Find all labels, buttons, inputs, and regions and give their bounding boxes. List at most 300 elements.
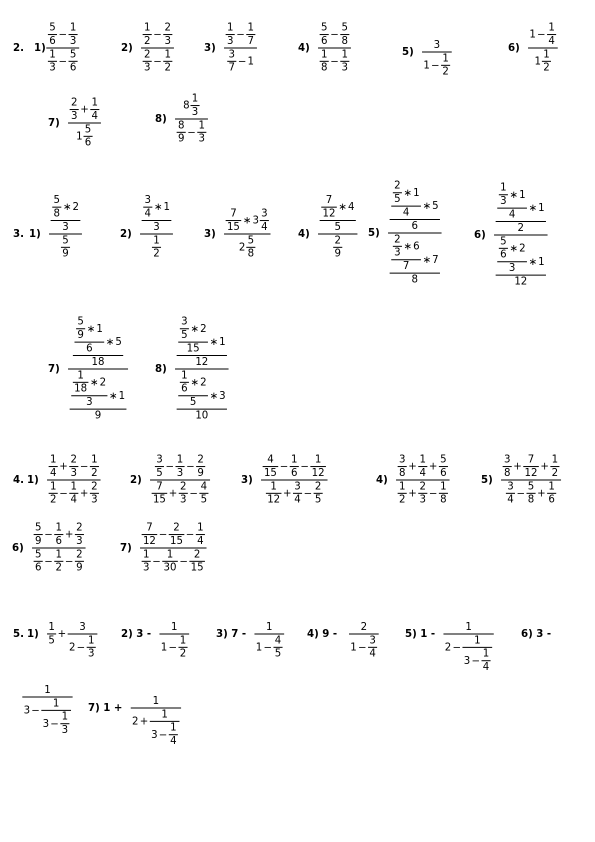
- math-term: 2: [70, 454, 78, 466]
- math-term: 2: [49, 494, 57, 506]
- math-term: 3: [226, 35, 234, 47]
- problem-label: 1): [34, 43, 46, 54]
- math-term: 1: [291, 454, 298, 466]
- math-term: 1: [440, 481, 447, 493]
- math-term: 18: [91, 356, 105, 368]
- math-term: 5: [189, 397, 197, 409]
- math-operator: −: [236, 29, 245, 41]
- math-operator: −: [59, 488, 68, 500]
- math-term: 3: [76, 535, 83, 547]
- math-term: 3: [143, 62, 151, 74]
- math-term: 1: [219, 337, 226, 349]
- math-operator: −: [516, 488, 526, 500]
- math-term: 1: [320, 49, 328, 61]
- problem-label: 1): [29, 229, 41, 240]
- math-term: 3: [62, 221, 69, 233]
- math-term: 3: [70, 467, 78, 479]
- math-operator: −: [187, 127, 196, 139]
- math-term: 7: [432, 254, 439, 266]
- math-operator: +: [80, 104, 89, 116]
- math-term: 1: [52, 698, 60, 710]
- math-term: 3: [463, 655, 471, 667]
- math-term: 9: [77, 330, 84, 342]
- math-operator: +: [64, 529, 74, 541]
- problem-label: 6): [508, 43, 520, 54]
- math-term: 5: [334, 221, 341, 233]
- math-operator: ∗: [209, 337, 218, 349]
- math-term: 6: [413, 241, 420, 253]
- problem-label: 2): [120, 229, 132, 240]
- math-term: 1: [538, 256, 545, 268]
- math-term: 5: [527, 481, 535, 493]
- math-term: 4: [170, 736, 177, 748]
- math-term: 2: [99, 377, 107, 389]
- math-operator: +: [59, 461, 68, 473]
- math-term: 2: [91, 467, 98, 479]
- math-operator: −: [303, 488, 313, 500]
- math-term: 15: [170, 535, 184, 547]
- math-term: 2: [76, 522, 83, 534]
- math-term: 2: [200, 323, 207, 335]
- math-operator: −: [537, 29, 546, 41]
- math-term: 8: [247, 248, 255, 260]
- math-term: 3: [369, 635, 376, 647]
- math-term: 2: [193, 549, 201, 561]
- math-term: 4: [369, 648, 376, 660]
- math-operator: −: [58, 29, 68, 41]
- math-term: 1: [69, 22, 77, 34]
- math-term: 2: [143, 35, 151, 47]
- problem-label: 7) 1 +: [88, 703, 123, 714]
- math-term: 5: [69, 49, 77, 61]
- math-term: 8: [177, 120, 185, 132]
- math-term: 6: [411, 220, 419, 232]
- math-term: 3: [142, 562, 150, 574]
- math-operator: −: [330, 56, 339, 68]
- math-term: 1: [70, 481, 78, 493]
- math-term: 2: [519, 243, 526, 255]
- math-term: 7: [156, 481, 163, 493]
- math-term: 4: [419, 467, 427, 479]
- math-term: 5: [48, 635, 55, 647]
- math-operator: −: [279, 461, 289, 473]
- math-term: 1: [49, 481, 57, 493]
- math-term: 8: [183, 100, 190, 112]
- math-term: 1: [197, 522, 204, 534]
- math-term: 1: [198, 120, 206, 132]
- math-operator: ∗: [105, 337, 115, 349]
- math-term: 4: [508, 209, 516, 221]
- math-operator: ∗: [242, 215, 252, 227]
- math-term: 1: [76, 131, 83, 143]
- math-term: 7: [527, 454, 535, 466]
- math-term: 7: [230, 208, 237, 220]
- math-term: 1: [153, 235, 160, 247]
- math-term: 3: [198, 133, 206, 145]
- math-term: 3: [191, 106, 199, 118]
- math-term: 1: [270, 481, 277, 493]
- math-term: 1: [179, 635, 187, 647]
- math-term: 2: [179, 648, 187, 660]
- math-term: 2: [197, 454, 204, 466]
- math-term: 5: [440, 454, 447, 466]
- math-term: 4: [507, 494, 514, 506]
- math-term: 2: [132, 716, 139, 728]
- math-term: 5: [84, 124, 92, 136]
- math-term: 1: [161, 709, 168, 721]
- math-term: 4: [548, 35, 555, 47]
- math-term: 4: [49, 467, 57, 479]
- math-term: 3: [228, 49, 236, 61]
- math-term: 2: [551, 467, 559, 479]
- math-term: 5: [53, 195, 61, 207]
- math-term: 9: [334, 248, 341, 260]
- math-term: 6: [320, 35, 328, 47]
- math-operator: −: [158, 729, 168, 741]
- math-term: 1: [166, 549, 174, 561]
- math-term: 1: [247, 56, 255, 68]
- math-term: 15: [152, 494, 166, 506]
- math-operator: +: [408, 488, 417, 500]
- math-term: 5: [62, 235, 69, 247]
- problem-label: 6) 3 -: [521, 629, 552, 640]
- problem-label: 3): [204, 229, 216, 240]
- problem-label: 8): [155, 364, 167, 375]
- problem-label: 2) 3 -: [121, 629, 152, 640]
- math-operator: −: [79, 461, 89, 473]
- math-term: 3: [86, 397, 93, 409]
- math-term: 12: [524, 467, 538, 479]
- math-term: 3: [91, 494, 98, 506]
- math-term: 8: [341, 35, 349, 47]
- math-operator: ∗: [86, 323, 96, 335]
- math-term: 1: [143, 22, 151, 34]
- math-term: 1: [91, 454, 98, 466]
- math-term: 1: [314, 454, 322, 466]
- math-term: 1: [529, 29, 536, 41]
- math-term: 1: [548, 22, 555, 34]
- math-term: 18: [74, 383, 88, 395]
- section-number: 3.: [13, 229, 24, 240]
- math-term: 15: [186, 343, 200, 355]
- math-term: 1: [548, 481, 555, 493]
- math-operator: −: [189, 488, 198, 500]
- problem-label: 4): [298, 43, 310, 54]
- math-operator: +: [513, 461, 522, 473]
- math-term: 9: [197, 467, 204, 479]
- problem-label: 5) 1 -: [405, 629, 436, 640]
- math-term: 1: [482, 648, 490, 660]
- math-term: 2: [543, 62, 550, 74]
- math-term: 2: [444, 642, 452, 654]
- math-term: 5: [247, 235, 255, 247]
- math-operator: ∗: [153, 202, 163, 214]
- math-operator: ∗: [403, 241, 412, 253]
- math-term: 30: [163, 562, 177, 574]
- section-number: 5.: [13, 629, 24, 640]
- math-term: 2: [91, 481, 98, 493]
- math-operator: −: [471, 655, 480, 667]
- math-term: 4: [274, 635, 282, 647]
- math-term: 5: [200, 494, 208, 506]
- math-term: 3: [49, 62, 56, 74]
- math-term: 1: [91, 97, 99, 109]
- math-term: 5: [432, 201, 439, 213]
- math-term: 5: [341, 22, 349, 34]
- math-term: 12: [311, 467, 325, 479]
- math-term: 8: [527, 494, 535, 506]
- math-term: 3: [419, 494, 427, 506]
- problem-label: 7): [48, 118, 60, 129]
- problem-label: 4) 9 -: [307, 629, 338, 640]
- math-operator: ∗: [190, 377, 199, 389]
- math-operator: ∗: [62, 202, 72, 214]
- math-term: 9: [177, 133, 185, 145]
- math-term: 1: [551, 454, 559, 466]
- math-term: 1: [160, 642, 168, 654]
- math-term: 3: [181, 316, 188, 328]
- problem-label: 5): [481, 475, 493, 486]
- math-operator: −: [50, 718, 59, 730]
- math-term: 2: [180, 481, 187, 493]
- math-operator: ∗: [108, 390, 118, 402]
- math-term: 1: [350, 642, 357, 654]
- math-term: 1: [266, 621, 273, 633]
- math-term: 8: [440, 494, 447, 506]
- math-operator: −: [300, 461, 309, 473]
- math-term: 3: [70, 110, 78, 122]
- math-term: 3: [23, 705, 31, 717]
- section-number: 2.: [13, 43, 24, 54]
- math-term: 2: [442, 66, 449, 78]
- math-term: 6: [291, 467, 298, 479]
- math-term: 9: [94, 410, 102, 422]
- math-term: 1: [398, 481, 406, 493]
- math-term: 6: [548, 494, 555, 506]
- math-operator: +: [408, 461, 417, 473]
- math-operator: ∗: [509, 189, 518, 201]
- math-term: 3: [144, 195, 152, 207]
- math-term: 1: [49, 49, 56, 61]
- math-term: 6: [440, 467, 447, 479]
- math-term: 2: [173, 522, 180, 534]
- math-term: 1: [423, 60, 430, 72]
- math-term: 6: [55, 535, 63, 547]
- math-term: 2: [143, 49, 151, 61]
- math-operator: ∗: [422, 201, 431, 213]
- math-operator: ∗: [509, 243, 518, 255]
- math-term: 1: [171, 621, 178, 633]
- math-operator: +: [540, 461, 549, 473]
- math-term: 6: [181, 383, 188, 395]
- math-term: 5: [115, 337, 122, 349]
- math-term: 3: [153, 221, 160, 233]
- math-term: 2: [55, 562, 63, 574]
- math-term: 3: [507, 481, 514, 493]
- math-term: 3: [508, 263, 516, 275]
- math-term: 3: [261, 208, 268, 220]
- math-term: 3: [294, 481, 301, 493]
- math-term: 3: [252, 215, 259, 227]
- math-operator: +: [282, 488, 292, 500]
- math-operator: −: [58, 56, 68, 68]
- problem-label: 3) 7 -: [216, 629, 247, 640]
- math-term: 3: [176, 467, 184, 479]
- math-term: 12: [514, 276, 528, 288]
- math-term: 1: [465, 621, 472, 633]
- problem-label: 4): [376, 475, 388, 486]
- math-term: 1: [61, 711, 69, 723]
- math-operator: −: [31, 705, 40, 717]
- math-operator: −: [153, 29, 162, 41]
- math-term: 1: [55, 549, 63, 561]
- math-term: 6: [34, 562, 42, 574]
- math-term: 2: [360, 621, 368, 633]
- math-term: 2: [314, 481, 322, 493]
- math-term: 4: [267, 454, 274, 466]
- math-operator: −: [185, 529, 195, 541]
- section-number: 4.: [13, 475, 24, 486]
- math-term: 2: [394, 234, 401, 246]
- math-term: 2: [72, 202, 80, 214]
- math-term: 5: [500, 236, 507, 248]
- math-term: 3: [180, 494, 187, 506]
- problem-label: 6): [474, 230, 486, 241]
- math-term: 7: [402, 261, 410, 273]
- problem-label: 7): [120, 543, 132, 554]
- math-term: 6: [84, 137, 92, 149]
- math-term: 3: [341, 62, 349, 74]
- math-term: 5: [274, 648, 282, 660]
- problem-label: 5): [368, 228, 380, 239]
- math-term: 3: [500, 196, 507, 208]
- problem-label: 1): [27, 629, 39, 640]
- problem-label: 3): [204, 43, 216, 54]
- problem-label: 5): [402, 47, 414, 58]
- math-operator: −: [152, 556, 161, 568]
- math-term: 1: [142, 549, 150, 561]
- math-operator: −: [158, 529, 168, 541]
- math-term: 1: [247, 22, 255, 34]
- math-term: 5: [34, 549, 42, 561]
- math-term: 1: [176, 454, 184, 466]
- math-term: 2: [394, 180, 401, 192]
- math-term: 1: [538, 203, 545, 215]
- math-term: 15: [263, 467, 277, 479]
- math-term: 1: [534, 56, 541, 68]
- math-term: 3: [394, 247, 401, 259]
- math-operator: ∗: [209, 390, 218, 402]
- math-term: 3: [151, 729, 158, 741]
- math-term: 5: [181, 330, 188, 342]
- math-term: 3: [61, 725, 69, 737]
- math-term: 3: [87, 648, 95, 660]
- math-term: 3: [164, 35, 172, 47]
- math-term: 7: [325, 195, 333, 207]
- math-term: 2: [68, 642, 76, 654]
- math-term: 1: [543, 49, 550, 61]
- math-term: 1: [87, 635, 95, 647]
- math-term: 3: [219, 390, 226, 402]
- math-term: 15: [190, 562, 204, 574]
- math-term: 12: [195, 356, 209, 368]
- math-term: 4: [402, 207, 410, 219]
- problem-label: 1): [27, 475, 39, 486]
- math-term: 3: [503, 454, 511, 466]
- math-term: 3: [156, 454, 163, 466]
- math-term: 7: [146, 522, 153, 534]
- math-term: 4: [200, 481, 208, 493]
- math-term: 1: [55, 522, 63, 534]
- math-term: 2: [164, 22, 172, 34]
- math-term: 8: [320, 62, 328, 74]
- math-term: 5: [34, 522, 42, 534]
- math-term: 4: [294, 494, 301, 506]
- math-operator: ∗: [528, 256, 537, 268]
- math-term: 1: [48, 621, 55, 633]
- math-operator: −: [153, 56, 162, 68]
- math-operator: −: [44, 529, 53, 541]
- math-term: 1: [118, 390, 126, 402]
- math-term: 8: [398, 467, 406, 479]
- math-term: 1: [170, 722, 177, 734]
- math-term: 1: [44, 684, 51, 696]
- math-term: 1: [255, 642, 263, 654]
- math-operator: −: [431, 60, 440, 72]
- math-term: 9: [34, 535, 42, 547]
- math-term: 3: [79, 621, 86, 633]
- math-term: 5: [49, 22, 56, 34]
- math-term: 4: [144, 208, 152, 220]
- math-operator: −: [263, 642, 272, 654]
- math-term: 4: [91, 110, 99, 122]
- math-operator: −: [428, 488, 438, 500]
- math-operator: ∗: [403, 187, 412, 199]
- math-term: 1: [419, 454, 427, 466]
- math-operator: +: [537, 488, 546, 500]
- math-term: 3: [42, 718, 50, 730]
- math-term: 6: [69, 62, 77, 74]
- math-term: 4: [197, 535, 204, 547]
- math-term: 15: [226, 221, 240, 233]
- math-operator: ∗: [422, 254, 431, 266]
- math-term: 2: [200, 377, 207, 389]
- math-operator: −: [76, 642, 86, 654]
- math-term: 2: [153, 248, 160, 260]
- math-term: 1: [226, 22, 234, 34]
- math-term: 3: [69, 35, 77, 47]
- math-term: 1: [77, 370, 84, 382]
- math-operator: ∗: [338, 202, 347, 214]
- math-term: 2: [238, 242, 246, 254]
- math-term: 9: [76, 562, 83, 574]
- math-term: 9: [62, 248, 69, 260]
- math-term: 2: [419, 481, 427, 493]
- math-term: 2: [70, 97, 78, 109]
- math-term: 4: [261, 221, 268, 233]
- math-term: 6: [86, 343, 93, 355]
- math-term: 4: [70, 494, 78, 506]
- math-operator: −: [44, 556, 53, 568]
- math-term: 1: [49, 454, 57, 466]
- problem-label: 2): [130, 475, 142, 486]
- math-term: 5: [320, 22, 328, 34]
- math-operator: −: [237, 56, 247, 68]
- math-term: 3: [433, 39, 441, 51]
- math-term: 2: [517, 222, 525, 234]
- math-operator: −: [165, 461, 175, 473]
- math-operator: −: [330, 29, 339, 41]
